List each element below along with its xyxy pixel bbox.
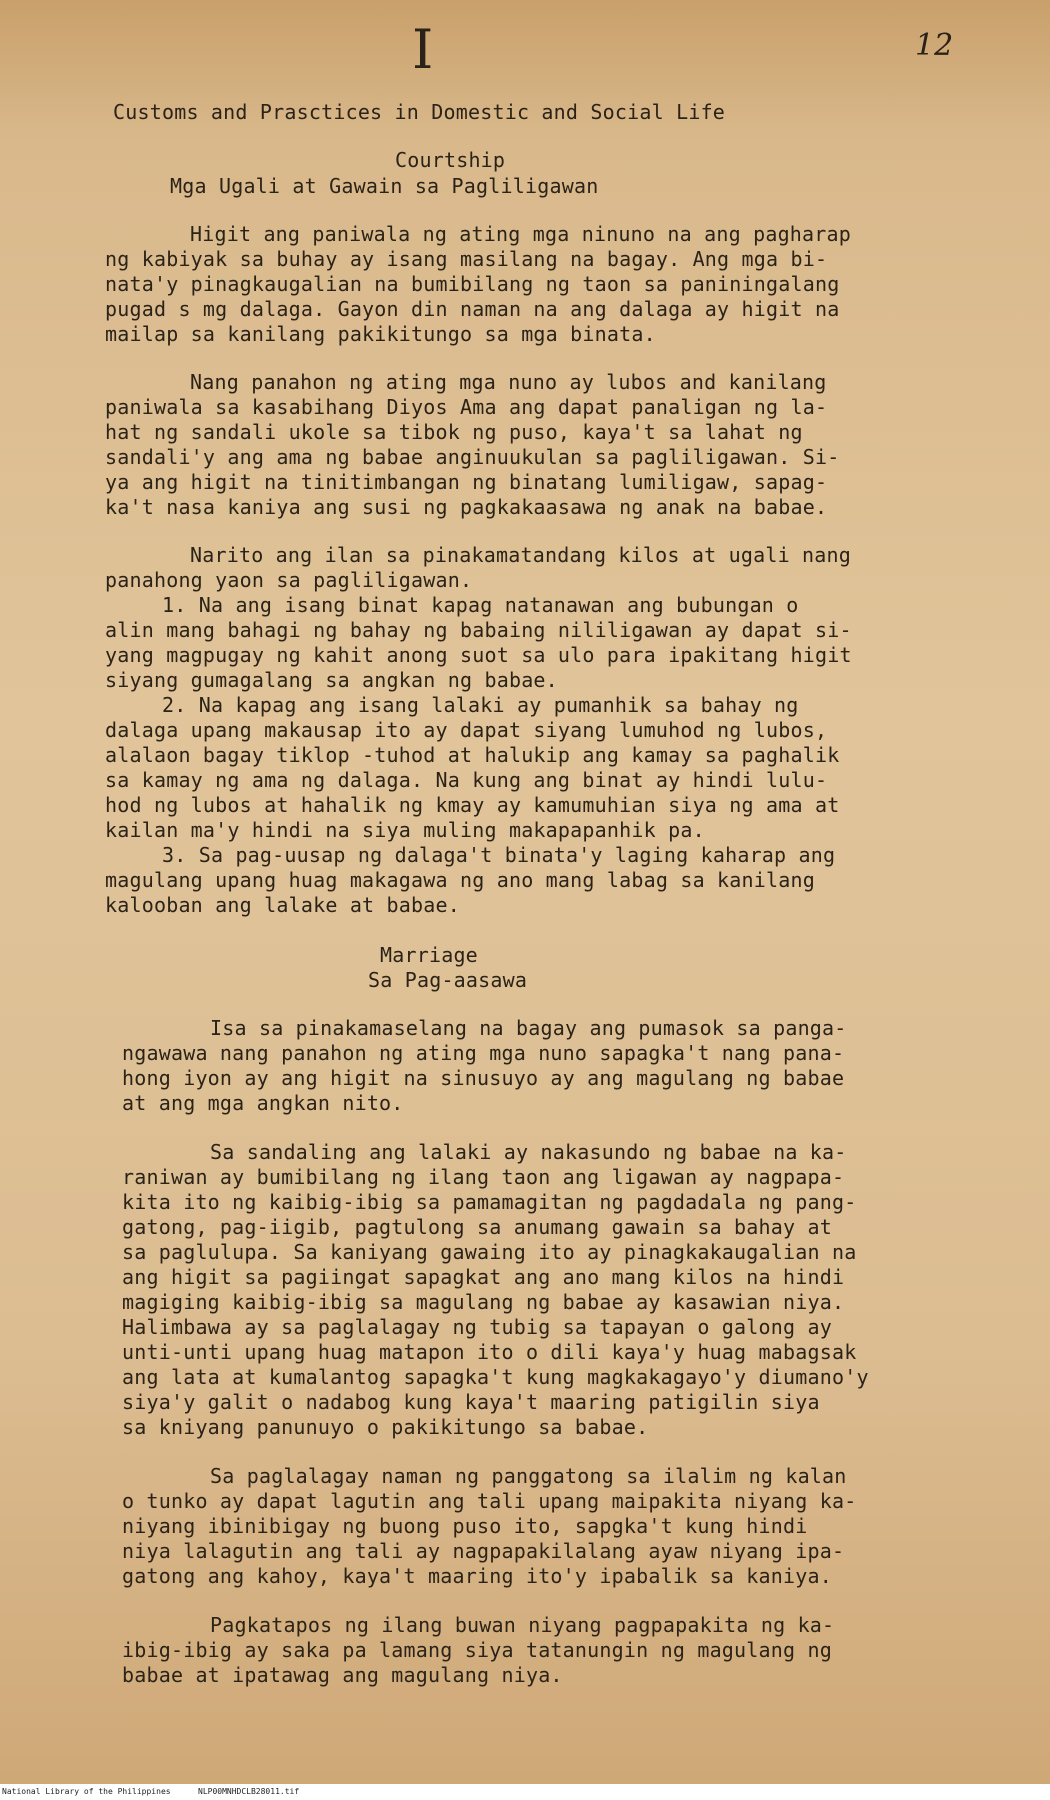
marriage-p4-line: ibig-ibig ay saka pa lamang siya tatanungin ng magulang ng [122, 1638, 832, 1662]
marriage-p2-line: gatong, pag-iigib, pagtulong sa anumang gawain sa bahay at [122, 1215, 832, 1239]
courtship-p3-line: dalaga upang makausap ito ay dapat siyang lumuhod ng lubos, [105, 718, 828, 742]
marriage-p1-line: ngawawa nang panahon ng ating mga nuno sapagka't nang pana- [122, 1041, 845, 1065]
marriage-heading-en: Marriage [380, 943, 478, 967]
document-title: Customs and Prasctices in Domestic and Social Life [113, 100, 726, 124]
handwritten-section-numeral: I [412, 18, 434, 81]
marriage-p2-line: kita ito ng kaibig-ibig sa pamamagitan ng pagdadala ng pang- [122, 1190, 857, 1214]
courtship-p3-line: kalooban ang lalake at babae. [105, 893, 460, 917]
footer-filename: NLP00MNHDCLB28011.tif [198, 1787, 300, 1796]
marriage-p3-line: o tunko ay dapat lagutin ang tali upang maipakita niyang ka- [122, 1489, 857, 1513]
courtship-p3-line: 1. Na ang isang binat kapag natanawan ang bubungan o [162, 593, 799, 617]
courtship-p2-line: ka't nasa kaniya ang susi ng pagkakaasawa ng anak na babae. [105, 495, 828, 519]
marriage-p1-line: at ang mga angkan nito. [122, 1091, 404, 1115]
marriage-p2-line: sa kniyang panunuyo o pakikitungo sa babae. [122, 1415, 649, 1439]
marriage-p2-line: Sa sandaling ang lalaki ay nakasundo ng babae na ka- [210, 1140, 847, 1164]
marriage-p1-line: hong iyon ay ang higit na sinusuyo ay ang magulang ng babae [122, 1066, 845, 1090]
marriage-p2-line: magiging kaibig-ibig sa magulang ng babae ay kasawian niya. [122, 1290, 845, 1314]
courtship-p1-line: nata'y pinagkaugalian na bumibilang ng taon sa paniningalang [105, 272, 840, 296]
marriage-p3-line: Sa paglalagay naman ng panggatong sa ilalim ng kalan [210, 1464, 847, 1488]
marriage-heading-tl: Sa Pag-aasawa [368, 968, 528, 992]
courtship-p3-line: yang magpugay ng kahit anong suot sa ulo para ipakitang higit [105, 643, 852, 667]
courtship-p3-line: magulang upang huag makagawa ng ano mang labag sa kanilang [105, 868, 815, 892]
footer-institution: National Library of the Philippines [2, 1787, 171, 1796]
archive-footer [0, 1784, 1050, 1800]
courtship-p3-line: sa kamay ng ama ng dalaga. Na kung ang binat ay hindi lulu- [105, 768, 828, 792]
courtship-p1-line: Higit ang paniwala ng ating mga ninuno na ang pagharap [190, 222, 852, 246]
marriage-p2-line: Halimbawa ay sa paglalagay ng tubig sa tapayan o galong ay [122, 1315, 832, 1339]
marriage-p3-line: gatong ang kahoy, kaya't maaring ito'y ipabalik sa kaniya. [122, 1564, 832, 1588]
courtship-p3-line: 3. Sa pag-uusap ng dalaga't binata'y laging kaharap ang [162, 843, 836, 867]
courtship-heading-en: Courtship [395, 148, 506, 172]
courtship-p1-line: mailap sa kanilang pakikitungo sa mga binata. [105, 322, 656, 346]
marriage-p2-line: unti-unti upang huag matapon ito o dili kaya'y huag mabagsak [122, 1340, 857, 1364]
courtship-p1-line: pugad s mg dalaga. Gayon din naman na ang dalaga ay higit na [105, 297, 840, 321]
marriage-p4-line: babae at ipatawag ang magulang niya. [122, 1663, 563, 1687]
courtship-p3-line: panahong yaon sa pagliligawan. [105, 568, 473, 592]
courtship-p3-line: 2. Na kapag ang isang lalaki ay pumanhik sa bahay ng [162, 693, 799, 717]
courtship-p3-line: kailan ma'y hindi na siya muling makapapanhik pa. [105, 818, 705, 842]
handwritten-page-number: 12 [915, 28, 954, 63]
courtship-p2-line: hat ng sandali ukole sa tibok ng puso, kaya't sa lahat ng [105, 420, 803, 444]
courtship-p3-line: alalaon bagay tiklop -tuhod at halukip ang kamay sa paghalik [105, 743, 840, 767]
courtship-p3-line: hod ng lubos at hahalik ng kmay ay kamumuhian siya ng ama at [105, 793, 840, 817]
marriage-p4-line: Pagkatapos ng ilang buwan niyang pagpapakita ng ka- [210, 1613, 835, 1637]
courtship-p3-line: Narito ang ilan sa pinakamatandang kilos at ugali nang [190, 543, 852, 567]
marriage-p2-line: sa paglulupa. Sa kaniyang gawaing ito ay pinagkakaugalian na [122, 1240, 857, 1264]
courtship-p2-line: ya ang higit na tinitimbangan ng binatang lumiligaw, sapag- [105, 470, 828, 494]
marriage-p2-line: siya'y galit o nadabog kung kaya't maaring patigilin siya [122, 1390, 820, 1414]
marriage-p3-line: niya lalagutin ang tali ay nagpapakilalang ayaw niyang ipa- [122, 1539, 845, 1563]
marriage-p1-line: Isa sa pinakamaselang na bagay ang pumasok sa panga- [210, 1016, 847, 1040]
marriage-p3-line: niyang ibinibigay ng buong puso ito, sapgka't kung hindi [122, 1514, 808, 1538]
courtship-p3-line: siyang gumagalang sa angkan ng babae. [105, 668, 558, 692]
courtship-p3-line: alin mang bahagi ng bahay ng babaing nililigawan ay dapat si- [105, 618, 852, 642]
courtship-p2-line: Nang panahon ng ating mga nuno ay lubos and kanilang [190, 370, 827, 394]
courtship-p1-line: ng kabiyak sa buhay ay isang masilang na bagay. Ang mga bi- [105, 247, 828, 271]
courtship-heading-tl: Mga Ugali at Gawain sa Pagliligawan [170, 174, 599, 198]
marriage-p2-line: raniwan ay bumibilang ng ilang taon ang ligawan ay nagpapa- [122, 1165, 845, 1189]
marriage-p2-line: ang lata at kumalantog sapagka't kung magkakagayo'y diumano'y [122, 1365, 869, 1389]
courtship-p2-line: paniwala sa kasabihang Diyos Ama ang dapat panaligan ng la- [105, 395, 828, 419]
marriage-p2-line: ang higit sa pagiingat sapagkat ang ano mang kilos na hindi [122, 1265, 845, 1289]
courtship-p2-line: sandali'y ang ama ng babae anginuukulan sa pagliligawan. Si- [105, 445, 840, 469]
